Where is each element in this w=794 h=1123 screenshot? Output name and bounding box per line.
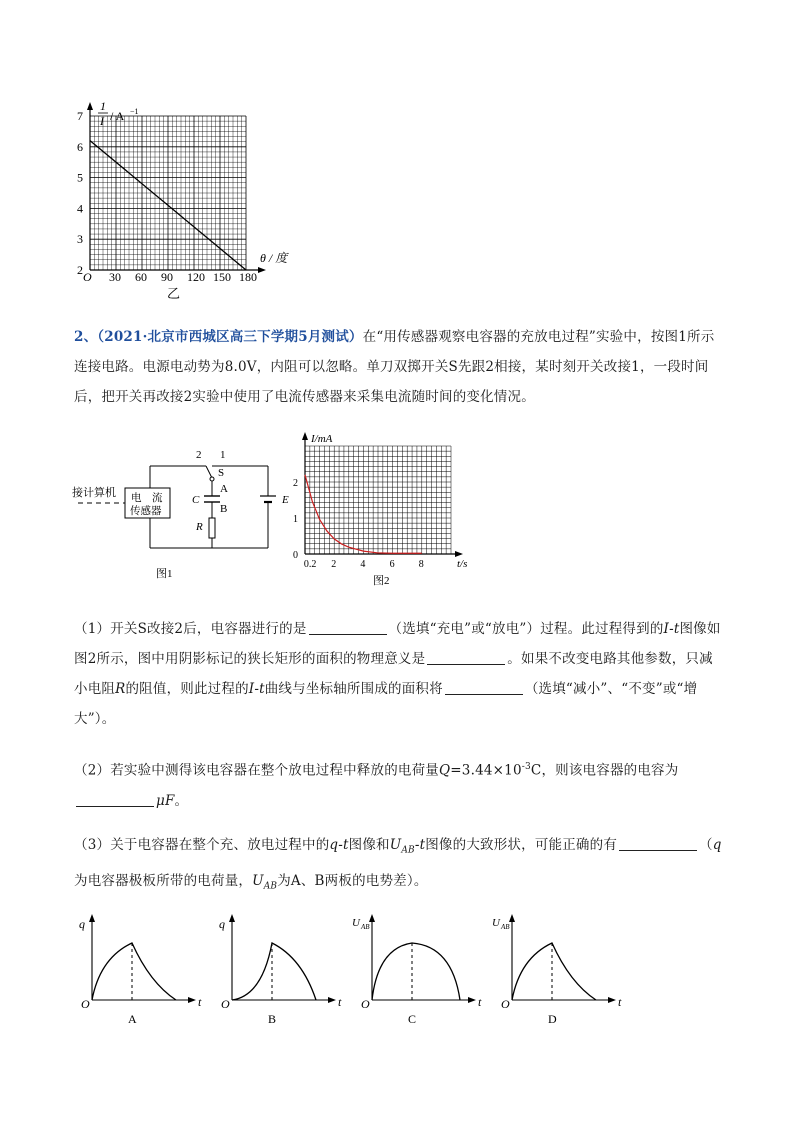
graph-yi-y-tick: 6 <box>77 139 83 154</box>
part-2-unit: μF <box>156 792 175 809</box>
option-d-origin: O <box>501 997 510 1011</box>
part-1-text-b: （选填“充电”或“放电”）过程。此过程得到的 <box>388 621 664 637</box>
part-2-text-d: 。 <box>174 792 189 809</box>
option-c-x-label: t <box>478 995 482 1009</box>
graph-yi-y-tick: 7 <box>77 109 83 123</box>
option-d-label: D <box>548 1012 557 1026</box>
option-c-y-arrow <box>369 914 375 922</box>
option-a-x-arrow <box>188 997 196 1003</box>
part-2-exponent: -3 <box>521 762 531 772</box>
option-b-y-label: q <box>219 917 225 931</box>
option-c-label: C <box>408 1012 417 1026</box>
option-b-y-arrow <box>229 914 235 922</box>
part-2-q: Q <box>439 762 451 779</box>
figure-1-caption: 图1 <box>156 568 173 580</box>
graph-yi-y-tick: 5 <box>77 170 83 185</box>
part-3-text-e: （ <box>699 837 713 853</box>
resistor-label: R <box>196 521 203 533</box>
graph-yi-y-fraction-num: 1 <box>100 99 106 113</box>
terminal-1-label: 1 <box>220 449 226 461</box>
circuit-figure-1 <box>70 440 310 580</box>
option-a-curve <box>92 943 176 1000</box>
question-source: （2021·北京市西城区高三下学期5月测试） <box>97 329 363 345</box>
graph-2-y-arrow <box>302 432 308 440</box>
option-a-label: A <box>128 1012 137 1026</box>
option-b-x-arrow <box>328 997 336 1003</box>
graph-2-y-tick: 2 <box>293 478 298 489</box>
capacitor-label: C <box>192 494 200 506</box>
part-1-blank-3[interactable] <box>445 680 523 695</box>
graph-2-x-tick: 0.2 <box>303 559 317 570</box>
part-3-blank[interactable] <box>619 836 697 851</box>
current-time-graph <box>285 430 485 590</box>
figure-2-caption: 图2 <box>373 575 390 587</box>
part-3-text-a: （3）关于电容器在整个充、放电过程中的 <box>74 837 330 853</box>
option-b-origin: O <box>221 997 230 1011</box>
graph-yi-x-tick: 150 <box>213 270 231 284</box>
part-3-text-g: 为A、B两板的电势差）。 <box>277 872 428 889</box>
option-a-y-arrow <box>89 914 95 922</box>
part-1-it-2: I-t <box>248 681 265 697</box>
option-a-x-label: t <box>198 995 202 1009</box>
graph-yi-grid <box>90 116 246 270</box>
graph-2-y-label: I/mA <box>311 433 333 445</box>
graph-yi-x-tick: 180 <box>239 270 257 284</box>
part-3-u: U <box>389 837 402 853</box>
switch-pivot <box>210 477 214 481</box>
terminal-2-label: 2 <box>196 449 202 461</box>
emf-label: E <box>282 494 289 506</box>
part-3-sub: AB <box>401 845 415 856</box>
option-c-origin: O <box>361 997 370 1011</box>
part-3-u2: U <box>252 872 264 889</box>
part-1 <box>74 614 724 734</box>
part-2-text-a: （2）若实验中测得该电容器在整个放电过程中释放的电荷量 <box>74 762 439 779</box>
graph-yi-ticks <box>77 109 257 284</box>
part-1-text-f: 曲线与坐标轴所围成的面积将 <box>264 681 443 697</box>
graph-2-grid <box>305 446 451 554</box>
part-1-text-d: 。如果不改变电路其他参数，只减小电阻 <box>74 651 713 697</box>
graph-2-x-tick: 8 <box>418 559 424 570</box>
part-2-text-b: =3.44×10 <box>450 762 522 779</box>
part-1-blank-2[interactable] <box>427 650 505 665</box>
option-graph-a[interactable] <box>72 908 212 1028</box>
part-3-text-f: 为电容器极板所带的电荷量， <box>74 872 253 889</box>
graph-yi-y-arrow <box>87 102 93 110</box>
part-2-blank[interactable] <box>76 792 154 807</box>
part-3-text-d: 图像的大致形状，可能正确的有 <box>425 837 618 853</box>
plate-a-label: A <box>220 483 228 495</box>
option-c-x-arrow <box>468 997 476 1003</box>
graph-yi-x-arrow <box>258 267 266 273</box>
graph-2-x-label: t/s <box>457 558 468 570</box>
graph-yi-caption: 乙 <box>167 286 181 301</box>
computer-label: 接计算机 <box>72 487 116 499</box>
part-3-q: q <box>712 837 722 853</box>
option-b-x-label: t <box>338 995 342 1009</box>
graph-2-y-tick: 1 <box>293 514 298 525</box>
part-1-text-g: （选填“减小”、“不变”或“增大”）。 <box>74 681 698 727</box>
option-d-x-label: t <box>618 995 622 1009</box>
part-3-text-b: 图像和 <box>348 837 390 853</box>
part-1-text-c: 图像如图2所示，图中用阴影标记的狭长矩形的面积的物理意义是 <box>74 621 721 667</box>
option-graph-b[interactable] <box>212 908 352 1028</box>
question-number: 2、 <box>74 329 98 345</box>
part-3-sub2: AB <box>263 881 278 892</box>
option-a-y-label: q <box>79 917 85 931</box>
graph-yi-x-label: θ / 度 <box>260 251 288 265</box>
part-1-blank-1[interactable] <box>309 620 387 635</box>
part-3 <box>74 830 724 901</box>
option-d-y-label: U <box>492 917 500 929</box>
part-1-text-e: 的阻值，则此过程的 <box>125 681 249 697</box>
sensor-label-1: 电 流 <box>131 493 163 504</box>
graph-yi-x-tick: 120 <box>187 270 205 284</box>
option-c-y-sub: AB <box>361 923 370 931</box>
part-2 <box>74 752 724 816</box>
graph-yi-x-tick: 90 <box>161 270 173 284</box>
part-1-text-a: （1）开关S改接2后，电容器进行的是 <box>74 621 307 637</box>
part-3-qt: q-t <box>329 837 349 853</box>
option-d-y-arrow <box>509 914 515 922</box>
graph-yi-x-tick: 30 <box>109 270 121 284</box>
graph-yi-x-tick: 60 <box>135 270 147 284</box>
sensor-label-2: 传感器 <box>130 506 162 517</box>
option-c-y-label: U <box>352 917 360 929</box>
graph-2-x-arrow <box>455 551 463 557</box>
option-graph-d[interactable] <box>492 908 632 1028</box>
part-3-text-c: -t <box>414 837 426 853</box>
graph-2-x-tick: 4 <box>360 559 366 570</box>
graph-yi <box>70 96 310 306</box>
graph-yi-y-unit-sup: −1 <box>130 107 139 116</box>
graph-yi-y-fraction-den: I <box>100 114 104 128</box>
option-b-label: B <box>268 1012 277 1026</box>
plate-b-label: B <box>220 503 228 515</box>
graph-yi-y-tick: 3 <box>77 232 83 247</box>
graph-2-x-tick: 2 <box>331 559 337 570</box>
option-a-origin: O <box>81 997 90 1011</box>
part-1-it-1: I-t <box>663 621 680 637</box>
part-2-text-c: C，则该电容器的电容为 <box>530 762 679 779</box>
option-b-curve <box>232 943 316 1000</box>
option-d-x-arrow <box>608 997 616 1003</box>
graph-yi-origin: O <box>83 270 92 284</box>
graph-yi-y-tick: 4 <box>77 201 83 216</box>
question-intro-text: 在“用传感器观察电容器的充放电过程”实验中，按图1所示连接电路。电源电动势为8.0V，内阻可以忽略。单刀双掷开关S先跟2相接，某时刻开关改接1，一段时间后，把开关再改接2实验中使用了电流传感器来采集电流随时间的变化情况。 <box>74 329 715 405</box>
resistor-r <box>209 518 215 538</box>
switch-label: S <box>218 467 225 479</box>
option-graph-c[interactable] <box>352 908 492 1028</box>
option-d-curve <box>512 943 596 1000</box>
question-intro <box>74 322 724 412</box>
switch-blade <box>206 466 212 478</box>
option-d-y-sub: AB <box>501 923 510 931</box>
part-1-r: R <box>115 681 126 697</box>
graph-2-y-tick: 0 <box>293 550 298 561</box>
graph-yi-y-tick: 2 <box>77 263 83 277</box>
graph-2-x-tick: 6 <box>389 559 395 570</box>
option-c-curve <box>372 943 460 1000</box>
graph-yi-y-label: / A <box>110 109 125 123</box>
